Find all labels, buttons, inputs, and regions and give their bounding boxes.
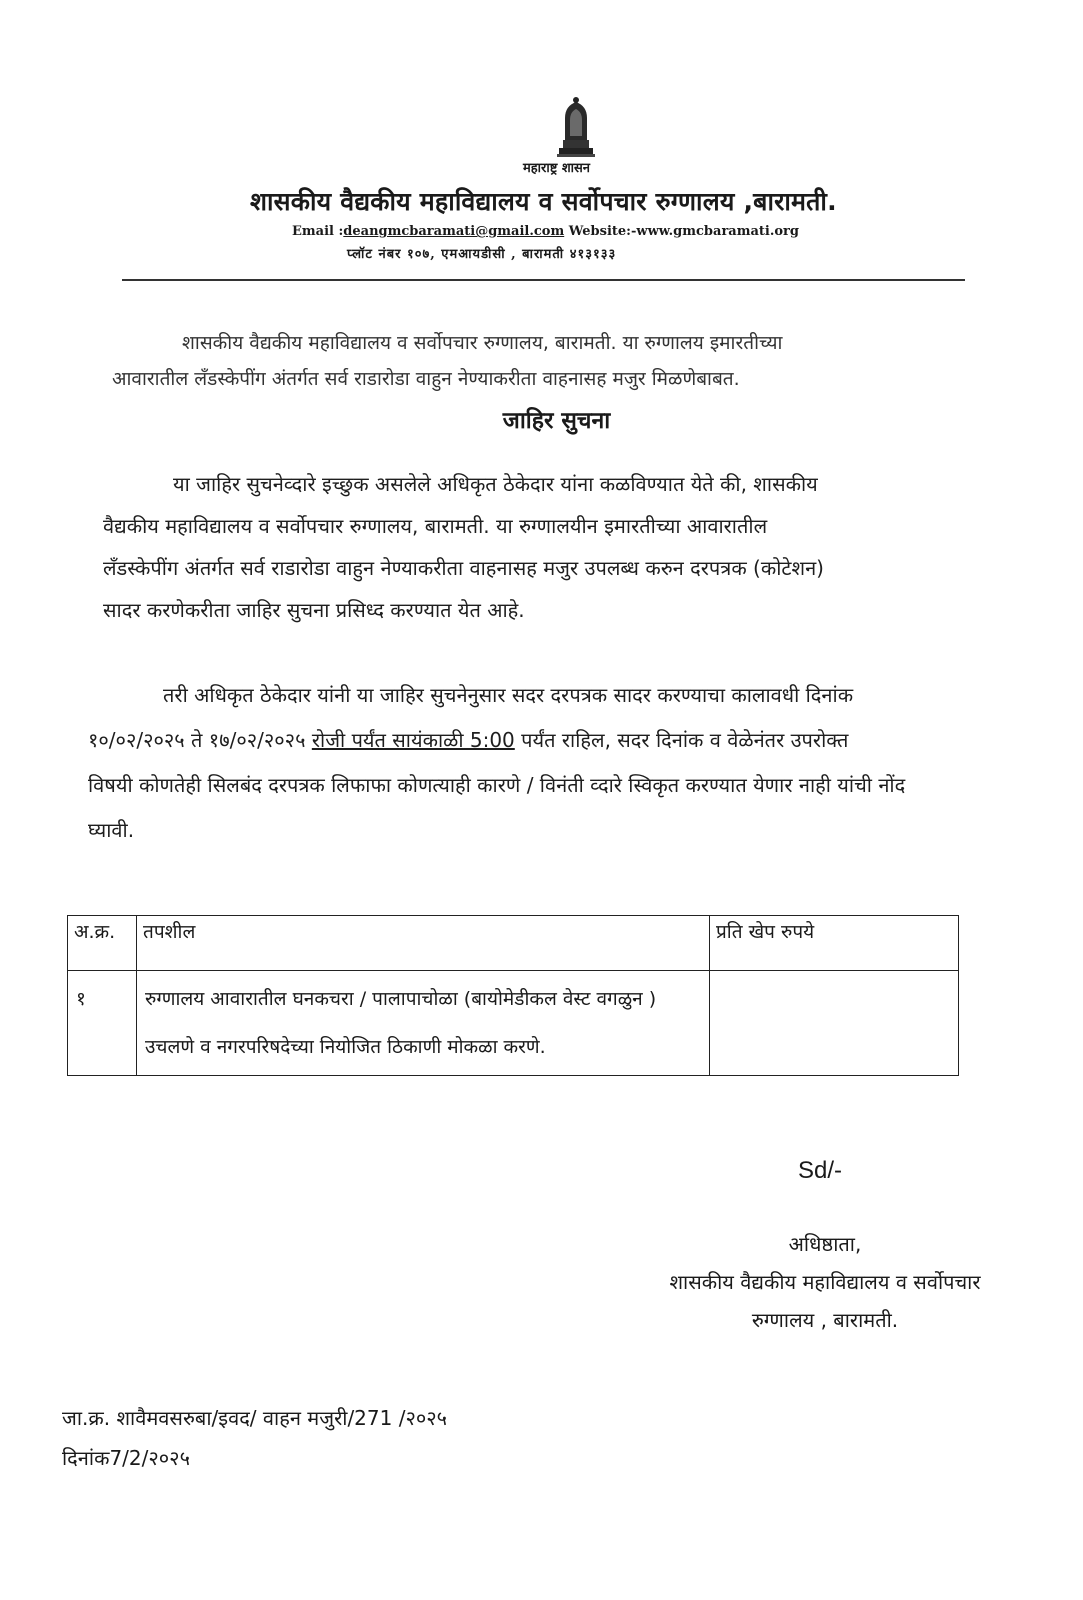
paragraph-line <box>88 718 905 763</box>
outward-number: जा.क्र. शावैमवसरुबा/इवद/ वाहन मजुरी/271 /२०२५ <box>62 1406 448 1430</box>
website-text: Website:-www.gmcbaramati.org <box>568 224 799 239</box>
column-header-rate: प्रति खेप रुपये <box>710 916 959 971</box>
deadline-time: रोजी पर्यंत सायंकाळी 5:00 <box>311 728 515 752</box>
email-label: Email : <box>292 224 344 239</box>
office-line: रुग्णालय , बारामती. <box>751 1308 899 1332</box>
contact-line <box>292 224 799 239</box>
paragraph-line: या जाहिर सुचनेव्दारे इच्छुक असलेले अधिकृत ठेकेदार यांना कळविण्यात येते की, शासकीय <box>173 472 818 496</box>
table-row <box>68 971 959 1076</box>
subject-line: शासकीय वैद्यकीय महाविद्यालय व सर्वोपचार रुग्णालय, बारामती. या रुग्णालय इमारतीच्या <box>182 332 783 354</box>
paragraph-line: वैद्यकीय महाविद्यालय व सर्वोपचार रुग्णालय, बारामती. या रुग्णालयीन इमारतीच्या आवारातील <box>103 514 768 538</box>
paragraph-line: विषयी कोणतेही सिलबंद दरपत्रक लिफाफा कोणत्याही कारणे / विनंती व्दारे स्विकृत करण्यात येणार नाही यांची नोंद <box>88 773 906 797</box>
state-emblem-icon <box>553 96 599 158</box>
letterhead-divider <box>122 279 965 281</box>
email-link[interactable]: deangmcbaramati@gmail.com <box>343 224 565 239</box>
paragraph-line: तरी अधिकृत ठेकेदार यांनी या जाहिर सुचनेनुसार सदर दरपत्रक सादर करण्याचा कालावधी दिनांक <box>163 683 854 707</box>
table-header-row <box>68 916 959 971</box>
column-header-sr: अ.क्र. <box>68 916 137 971</box>
paragraph-line: घ्यावी. <box>88 818 135 842</box>
notice-title: जाहिर सुचना <box>502 408 611 434</box>
cell-detail: रुग्णालय आवारातील घनकचरा / पालापाचोळा (बायोमेडीकल वेस्ट वगळुन ) उचलणे व नगरपरिषदेच्या नियोजित ठिकाणी मोकळा करणे. <box>137 971 710 1076</box>
column-header-detail: तपशील <box>137 916 710 971</box>
cell-rate <box>710 971 959 1076</box>
paragraph-line: लॅंडस्केपींग अंतर्गत सर्व राडारोडा वाहुन नेण्याकरीता वाहनासह मजुर उपलब्ध करुन दरपत्रक (कोटेशन) <box>103 556 824 580</box>
paragraph-line: सादर करणेकरीता जाहिर सुचना प्रसिध्द करण्यात येत आहे. <box>103 598 525 622</box>
deadline-rest: पर्यंत राहिल, सदर दिनांक व वेळेनंतर उपरोक्त <box>514 728 849 752</box>
government-label: महाराष्ट्र शासन <box>522 161 591 176</box>
address-line: प्लॉट नंबर १०७, एमआयडीसी , बारामती ४१३१३३ <box>347 247 617 262</box>
institution-name: शासकीय वैद्यकीय महाविद्यालय व सर्वोपचार रुग्णालय ,बारामती. <box>250 187 837 216</box>
paragraph-intro <box>103 463 824 631</box>
signed-mark: Sd/- <box>798 1157 843 1184</box>
paragraph-deadline <box>88 673 905 853</box>
rates-table <box>67 915 959 1076</box>
cell-sr: १ <box>68 971 137 1076</box>
office-line: शासकीय वैद्यकीय महाविद्यालय व सर्वोपचार <box>669 1270 981 1294</box>
signature-block <box>630 1225 1020 1339</box>
subject-line: आवारातील लॅंडस्केपींग अंतर्गत सर्व राडारोडा वाहुन नेण्याकरीता वाहनासह मजुर मिळणेबाबत. <box>112 368 740 390</box>
subject-block <box>112 325 962 397</box>
date-range: १०/०२/२०२५ ते १७/०२/२०२५ <box>88 728 312 752</box>
issue-date: दिनांक7/2/२०२५ <box>62 1446 190 1470</box>
designation: अधिष्ठाता, <box>788 1232 862 1256</box>
reference-block <box>62 1398 447 1478</box>
